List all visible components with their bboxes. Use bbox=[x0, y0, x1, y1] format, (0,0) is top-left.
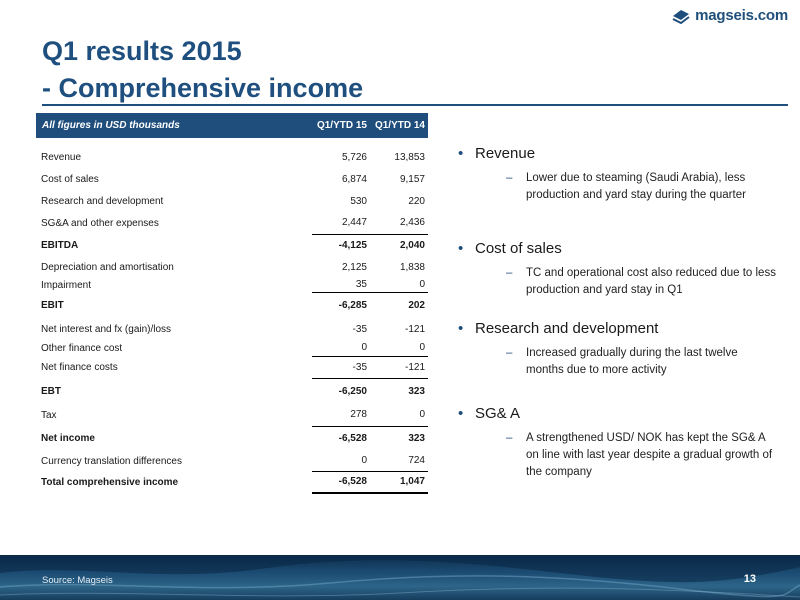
row-value-2014: 1,838 bbox=[399, 261, 425, 273]
table-row-ebt bbox=[36, 378, 428, 404]
table-row bbox=[36, 168, 428, 190]
row-value-2014: 202 bbox=[370, 292, 428, 318]
row-value-2014: 0 bbox=[419, 342, 425, 354]
table-spacer bbox=[36, 138, 428, 146]
row-value-2014: 323 bbox=[370, 426, 428, 451]
bullet-cost-of-sales bbox=[458, 239, 778, 299]
row-value-2015: -35 bbox=[352, 323, 367, 335]
ocean-wave-graphic bbox=[0, 555, 800, 600]
row-label: Impairment bbox=[41, 279, 92, 291]
table-row-net-finance bbox=[36, 356, 428, 378]
row-value-2015: 2,447 bbox=[341, 217, 367, 229]
dash-icon: – bbox=[506, 347, 513, 359]
row-label: EBT bbox=[41, 385, 61, 397]
income-table bbox=[36, 113, 428, 494]
row-value-2015: -35 bbox=[312, 356, 370, 378]
bullet-heading: Research and development bbox=[475, 320, 659, 337]
row-value-2014: 0 bbox=[419, 409, 425, 421]
dash-icon: – bbox=[506, 267, 513, 279]
row-value-2014: 724 bbox=[408, 455, 425, 467]
row-value-2015: -6,528 bbox=[312, 471, 370, 493]
row-label: Revenue bbox=[41, 151, 82, 163]
row-label: Tax bbox=[41, 409, 57, 421]
row-value-2014: -121 bbox=[370, 356, 428, 378]
row-label: SG&A and other expenses bbox=[41, 217, 159, 229]
dash-icon: – bbox=[506, 172, 513, 184]
table-row bbox=[36, 451, 428, 471]
row-label: EBITDA bbox=[41, 239, 79, 251]
table-row bbox=[36, 278, 428, 292]
row-value-2015: 0 bbox=[361, 342, 367, 354]
bullet-text: Increased gradually during the last twelve months due to more activity bbox=[526, 347, 738, 376]
dash-icon: – bbox=[506, 432, 513, 444]
title-line-1: Q1 results 2015 bbox=[42, 36, 242, 66]
bullet-heading: Revenue bbox=[475, 145, 536, 162]
header-q1-2014: Q1/YTD 14 bbox=[370, 113, 428, 138]
row-label: Cost of sales bbox=[41, 173, 99, 185]
row-label: Depreciation and amortisation bbox=[41, 261, 174, 273]
table-row bbox=[36, 212, 428, 234]
footer-band bbox=[0, 555, 800, 600]
row-value-2014: 220 bbox=[408, 195, 425, 207]
bullet-dot-icon: • bbox=[458, 240, 464, 257]
row-value-2014: 9,157 bbox=[399, 173, 425, 185]
row-value-2014: 13,853 bbox=[394, 151, 425, 163]
row-value-2014: 1,047 bbox=[370, 471, 428, 493]
title-divider bbox=[42, 104, 788, 106]
bullet-heading: SG& A bbox=[475, 405, 521, 422]
table-row bbox=[36, 190, 428, 212]
table-row bbox=[36, 404, 428, 426]
table-row bbox=[36, 340, 428, 356]
header-units: All figures in USD thousands bbox=[36, 113, 312, 138]
slide-title bbox=[42, 33, 363, 107]
brand-logo bbox=[671, 6, 788, 24]
row-label: Total comprehensive income bbox=[41, 476, 179, 488]
bullet-dot-icon: • bbox=[458, 405, 464, 422]
bullet-text: Lower due to steaming (Saudi Arabia), less production and yard stay during the quarter bbox=[526, 172, 746, 201]
row-value-2014: -121 bbox=[404, 323, 425, 335]
bullet-text: A strengthened USD/ NOK has kept the SG& A on line with last year despite a gradual growth of the company bbox=[526, 432, 773, 478]
row-label: Net income bbox=[41, 433, 95, 444]
row-value-2015: 35 bbox=[355, 279, 367, 291]
title-line-2: - Comprehensive income bbox=[42, 73, 364, 103]
source-note: Source: Magseis bbox=[42, 575, 113, 586]
magseis-logo-icon bbox=[671, 6, 691, 24]
row-value-2015: 5,726 bbox=[341, 151, 367, 163]
row-label: Other finance cost bbox=[41, 342, 123, 354]
row-value-2015: 6,874 bbox=[341, 173, 367, 185]
table-row bbox=[36, 256, 428, 278]
row-label: Currency translation differences bbox=[41, 455, 182, 467]
row-label: EBIT bbox=[41, 299, 64, 311]
row-value-2015: -4,125 bbox=[312, 234, 370, 256]
bullet-dot-icon: • bbox=[458, 145, 464, 162]
table-row bbox=[36, 318, 428, 340]
table-header-row bbox=[36, 113, 428, 138]
bullet-research bbox=[458, 319, 778, 379]
table-row-ebit bbox=[36, 292, 428, 318]
row-value-2014: 2,040 bbox=[370, 234, 428, 256]
row-value-2015: -6,250 bbox=[312, 378, 370, 404]
row-value-2014: 2,436 bbox=[399, 217, 425, 229]
page-number: 13 bbox=[743, 573, 756, 585]
row-value-2015: 2,125 bbox=[341, 261, 367, 273]
bullet-text: TC and operational cost also reduced due to less production and yard stay in Q1 bbox=[526, 267, 776, 296]
row-value-2015: -6,285 bbox=[312, 292, 370, 318]
header-q1-2015: Q1/YTD 15 bbox=[312, 113, 370, 138]
table-row-ebitda bbox=[36, 234, 428, 256]
row-value-2014: 323 bbox=[370, 378, 428, 404]
bullet-sga bbox=[458, 404, 778, 481]
table-row-net-income bbox=[36, 426, 428, 451]
brand-name: magseis.com bbox=[695, 6, 788, 24]
row-value-2015: 278 bbox=[350, 409, 367, 421]
table-row bbox=[36, 146, 428, 168]
row-value-2015: -6,528 bbox=[312, 426, 370, 451]
row-value-2014: 0 bbox=[419, 279, 425, 291]
row-label: Net interest and fx (gain)/loss bbox=[41, 323, 172, 335]
row-label: Research and development bbox=[41, 195, 164, 207]
bullet-revenue bbox=[458, 144, 778, 204]
table-row-total bbox=[36, 471, 428, 493]
row-label: Net finance costs bbox=[41, 361, 118, 373]
row-value-2015: 0 bbox=[361, 455, 367, 467]
bullet-dot-icon: • bbox=[458, 320, 464, 337]
bullet-heading: Cost of sales bbox=[475, 240, 562, 257]
row-value-2015: 530 bbox=[350, 195, 367, 207]
